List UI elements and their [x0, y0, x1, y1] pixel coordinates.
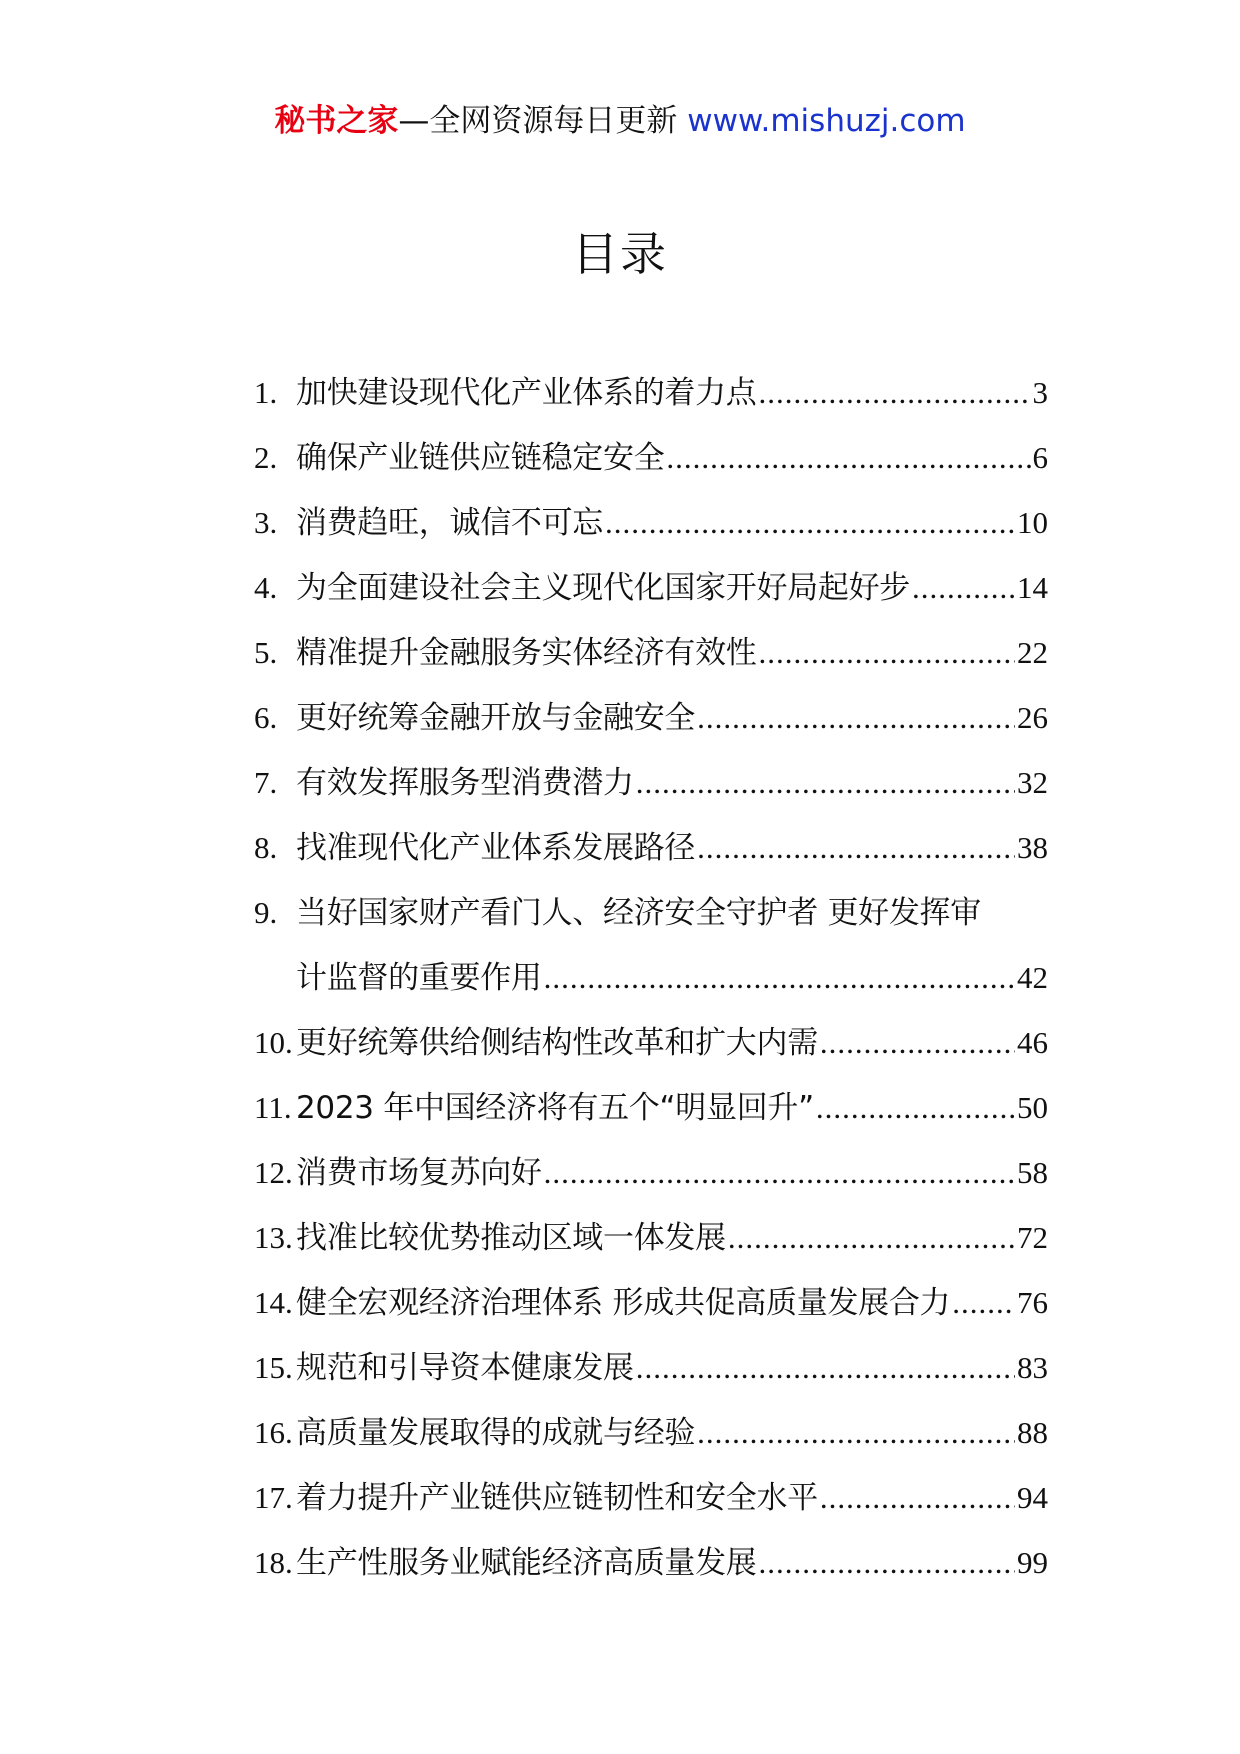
entry-title: 当好国家财产看门人、经济安全守护者 更好发挥审	[296, 895, 981, 931]
entry-title: 健全宏观经济治理体系 形成共促高质量发展合力	[296, 1285, 951, 1321]
toc-entry[interactable]	[254, 750, 1048, 815]
page-title: 目录	[572, 227, 668, 281]
entry-page-number: 99	[1017, 1545, 1048, 1580]
entry-number: 8.	[254, 830, 278, 865]
entry-page-number: 3	[1032, 375, 1048, 410]
toc-entry[interactable]	[254, 1530, 1048, 1595]
entry-number: 10.	[254, 1025, 293, 1060]
dot-leader	[820, 1465, 1015, 1530]
entry-number: 14.	[254, 1285, 293, 1320]
entry-number: 15.	[254, 1350, 293, 1385]
entry-page-number: 14	[1017, 570, 1048, 605]
entry-number: 11.	[254, 1090, 292, 1125]
entry-page-number: 94	[1017, 1480, 1048, 1515]
entry-title: 加快建设现代化产业体系的着力点	[296, 375, 757, 411]
toc-entry[interactable]	[254, 1465, 1048, 1530]
dot-leader	[820, 1010, 1015, 1075]
dot-leader	[636, 1335, 1015, 1400]
entry-page-number: 46	[1017, 1025, 1048, 1060]
toc-entry[interactable]	[254, 1270, 1048, 1335]
entry-page-number: 76	[1017, 1285, 1048, 1320]
header-slogan: —全网资源每日更新	[398, 103, 678, 139]
dot-leader	[544, 1140, 1015, 1205]
entry-title: 生产性服务业赋能经济高质量发展	[296, 1545, 757, 1581]
dot-leader	[728, 1205, 1015, 1270]
entry-number: 3.	[254, 505, 278, 540]
entry-number: 17.	[254, 1480, 293, 1515]
dot-leader	[759, 620, 1016, 685]
entry-number: 18.	[254, 1545, 293, 1580]
dot-leader	[952, 1270, 1015, 1335]
site-header	[0, 96, 1240, 146]
entry-title: 更好统筹供给侧结构性改革和扩大内需	[296, 1025, 818, 1061]
entry-page-number: 83	[1017, 1350, 1048, 1385]
entry-title-continued: 计监督的重要作用	[296, 960, 542, 996]
entry-title: 找准比较优势推动区域一体发展	[296, 1220, 726, 1256]
entry-page-number: 72	[1017, 1220, 1048, 1255]
dot-leader	[666, 425, 1030, 490]
toc-entry[interactable]	[254, 360, 1048, 425]
toc-entry[interactable]	[254, 555, 1048, 620]
entry-title: 有效发挥服务型消费潜力	[296, 765, 634, 801]
toc-entry[interactable]	[254, 1205, 1048, 1270]
brand-name: 秘书之家	[274, 103, 399, 139]
entry-title: 消费趋旺，诚信不可忘	[296, 505, 603, 541]
entry-number: 6.	[254, 700, 278, 735]
entry-page-number: 58	[1017, 1155, 1048, 1190]
toc-entry[interactable]	[254, 425, 1048, 490]
entry-number: 2.	[254, 440, 278, 475]
toc-entry[interactable]	[254, 685, 1048, 750]
entry-title: 确保产业链供应链稳定安全	[296, 440, 665, 476]
entry-title: 规范和引导资本健康发展	[296, 1350, 634, 1386]
toc-entry[interactable]	[254, 1010, 1048, 1075]
entry-title: 消费市场复苏向好	[296, 1155, 542, 1191]
entry-number: 13.	[254, 1220, 293, 1255]
entry-title: 找准现代化产业体系发展路径	[296, 830, 696, 866]
entry-title: 精准提升金融服务实体经济有效性	[296, 635, 757, 671]
toc-entry[interactable]	[254, 490, 1048, 555]
toc-entry[interactable]	[254, 1075, 1048, 1140]
dot-leader	[636, 750, 1015, 815]
site-url[interactable]: www.mishuzj.com	[687, 103, 966, 139]
dot-leader	[912, 555, 1015, 620]
table-of-contents	[254, 360, 1048, 1595]
entry-page-number: 50	[1017, 1090, 1048, 1125]
entry-page-number: 10	[1017, 505, 1048, 540]
entry-title: 着力提升产业链供应链韧性和安全水平	[296, 1480, 818, 1516]
entry-title: 2023 年中国经济将有五个“明显回升”	[296, 1090, 814, 1126]
entry-number: 9.	[254, 895, 278, 930]
dot-leader	[697, 1400, 1015, 1465]
dot-leader	[605, 490, 1015, 555]
entry-number: 12.	[254, 1155, 293, 1190]
dot-leader	[816, 1075, 1015, 1140]
entry-number: 7.	[254, 765, 278, 800]
entry-page-number: 22	[1017, 635, 1048, 670]
entry-page-number: 88	[1017, 1415, 1048, 1450]
toc-entry[interactable]	[254, 1140, 1048, 1205]
entry-page-number: 42	[1017, 960, 1048, 995]
entry-title: 高质量发展取得的成就与经验	[296, 1415, 696, 1451]
toc-entry[interactable]	[254, 1400, 1048, 1465]
dot-leader	[544, 945, 1015, 1010]
entry-page-number: 6	[1032, 440, 1048, 475]
entry-page-number: 26	[1017, 700, 1048, 735]
entry-page-number: 32	[1017, 765, 1048, 800]
toc-entry[interactable]	[254, 815, 1048, 880]
toc-entry[interactable]	[254, 620, 1048, 685]
toc-entry[interactable]	[254, 1335, 1048, 1400]
toc-entry[interactable]	[254, 880, 1048, 1010]
entry-number: 5.	[254, 635, 278, 670]
entry-number: 1.	[254, 375, 278, 410]
entry-title: 为全面建设社会主义现代化国家开好局起好步	[296, 570, 910, 606]
dot-leader	[759, 1530, 1016, 1595]
entry-number: 4.	[254, 570, 278, 605]
dot-leader	[697, 685, 1015, 750]
dot-leader	[697, 815, 1015, 880]
dot-leader	[759, 360, 1031, 425]
entry-title: 更好统筹金融开放与金融安全	[296, 700, 696, 736]
entry-number: 16.	[254, 1415, 293, 1450]
entry-page-number: 38	[1017, 830, 1048, 865]
